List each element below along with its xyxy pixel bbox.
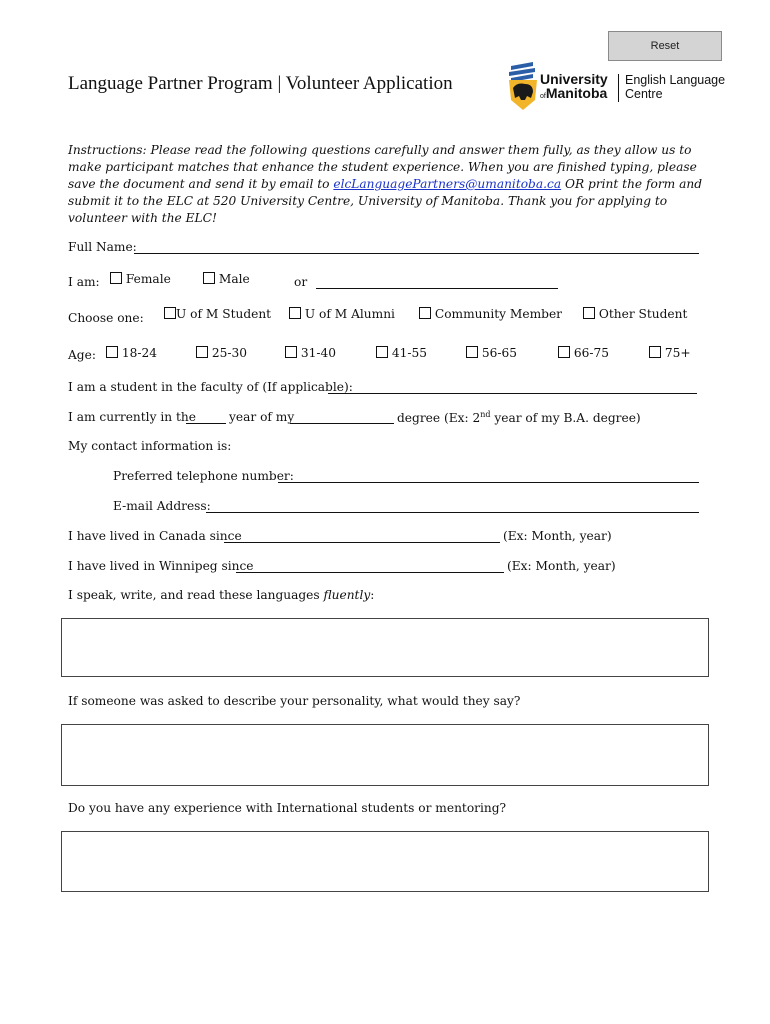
degree-field[interactable] xyxy=(290,423,394,424)
contact-label: My contact information is: xyxy=(68,439,232,453)
degree-hint: degree (Ex: 2nd year of my B.A. degree) xyxy=(397,410,641,426)
age-option[interactable]: 66-75 xyxy=(558,346,609,360)
logo-university-text: University ofManitoba xyxy=(540,71,608,101)
phone-field[interactable] xyxy=(278,482,699,483)
age-option[interactable]: 41-55 xyxy=(376,346,427,360)
email-label: E-mail Address: xyxy=(113,499,211,513)
u-of-m-student-option[interactable]: U of M Student xyxy=(164,307,271,321)
female-checkbox[interactable] xyxy=(110,272,122,284)
age-option[interactable]: 18-24 xyxy=(106,346,157,360)
community-member-option[interactable]: Community Member xyxy=(419,307,562,321)
age-option[interactable]: 56-65 xyxy=(466,346,517,360)
email-link[interactable]: elcLanguagePartners@umanitoba.ca xyxy=(333,177,562,191)
experience-textarea[interactable] xyxy=(61,831,709,892)
reset-button[interactable]: Reset xyxy=(608,31,722,61)
university-logo xyxy=(507,62,729,112)
choose-one-label: Choose one: xyxy=(68,311,144,325)
phone-label: Preferred telephone number: xyxy=(113,469,294,483)
other-student-checkbox[interactable] xyxy=(583,307,595,319)
winnipeg-label: I have lived in Winnipeg since xyxy=(68,559,254,573)
female-option[interactable]: Female xyxy=(110,272,171,286)
canada-hint: (Ex: Month, year) xyxy=(503,529,612,543)
faculty-field[interactable] xyxy=(328,393,697,394)
age-checkbox[interactable] xyxy=(558,346,570,358)
age-checkbox[interactable] xyxy=(466,346,478,358)
community-member-checkbox[interactable] xyxy=(419,307,431,319)
email-field[interactable] xyxy=(206,512,699,513)
or-label: or xyxy=(294,275,308,289)
languages-label: I speak, write, and read these languages fluently: xyxy=(68,588,375,602)
faculty-label: I am a student in the faculty of (If applicable): xyxy=(68,380,353,394)
experience-label: Do you have any experience with International students or mentoring? xyxy=(68,801,507,815)
age-checkbox[interactable] xyxy=(376,346,388,358)
full-name-label: Full Name: xyxy=(68,240,137,254)
age-option[interactable]: 31-40 xyxy=(285,346,336,360)
male-checkbox[interactable] xyxy=(203,272,215,284)
age-label: Age: xyxy=(68,348,96,362)
age-checkbox[interactable] xyxy=(649,346,661,358)
full-name-row xyxy=(68,240,137,254)
i-am-label: I am: xyxy=(68,275,100,289)
age-checkbox[interactable] xyxy=(196,346,208,358)
logo-department-text: English Language Centre xyxy=(625,73,726,101)
gender-other-field[interactable] xyxy=(316,288,558,289)
u-of-m-alumni-option[interactable]: U of M Alumni xyxy=(289,307,395,321)
age-checkbox[interactable] xyxy=(106,346,118,358)
winnipeg-hint: (Ex: Month, year) xyxy=(507,559,616,573)
winnipeg-field[interactable] xyxy=(236,572,504,573)
personality-textarea[interactable] xyxy=(61,724,709,786)
full-name-field[interactable] xyxy=(134,253,699,254)
canada-field[interactable] xyxy=(224,542,500,543)
instructions: Instructions: Please read the following questions carefully and answer them fully, as they allow us to make participant matches that enhance the student experience. When you are finished typing, please save the document and send it by email to elcLanguagePartners@umanitoba.ca OR print the form and submit it to the ELC at 520 University Centre, University of Manitoba. Thank you for applying to volunteer with the ELC! xyxy=(68,143,703,225)
year-label: I am currently in the xyxy=(68,410,196,424)
u-of-m-student-checkbox[interactable] xyxy=(164,307,176,319)
personality-label: If someone was asked to describe your personality, what would they say? xyxy=(68,694,521,708)
age-option[interactable]: 25-30 xyxy=(196,346,247,360)
year-of-my-label: year of my xyxy=(229,410,295,424)
male-option[interactable]: Male xyxy=(203,272,250,286)
other-student-option[interactable]: Other Student xyxy=(583,307,687,321)
u-of-m-alumni-checkbox[interactable] xyxy=(289,307,301,319)
age-option[interactable]: 75+ xyxy=(649,346,691,360)
languages-textarea[interactable] xyxy=(61,618,709,677)
canada-label: I have lived in Canada since xyxy=(68,529,242,543)
page-title: Language Partner Program | Volunteer Application xyxy=(68,73,453,94)
age-checkbox[interactable] xyxy=(285,346,297,358)
year-field[interactable] xyxy=(186,423,226,424)
